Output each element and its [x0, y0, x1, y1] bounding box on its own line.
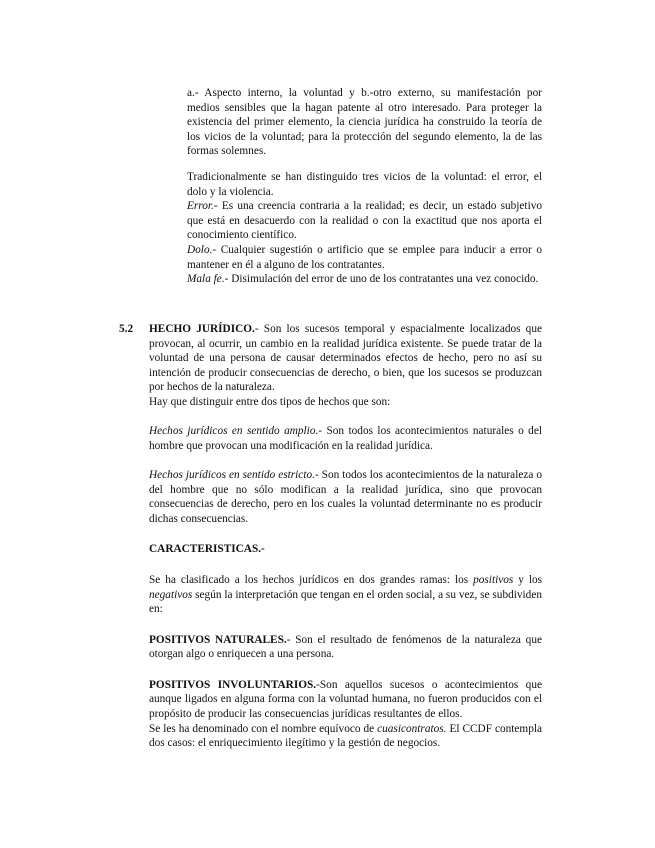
- aspects-paragraph: a.- Aspecto interno, la voluntad y b.-otro externo, su manifestación por medios sensibles que la hagan patente al otro interesado. Para proteger la existencia del primer elemento, la ciencia jurídica ha construido la teoría de los vicios de la voluntad; para la protección del segundo elemento, la de las formas solemnes.: [187, 87, 542, 158]
- pos-inv-term: POSITIVOS INVOLUNTARIOS.: [149, 678, 317, 691]
- section-intro: [149, 322, 542, 395]
- amplio-term: Hechos jurídicos en sentido amplio.: [149, 425, 319, 438]
- cuasi-text-b: El CCDF contempla dos casos: el enriquecimiento ilegítimo y la gestión de negocios.: [149, 722, 542, 750]
- clasif-negativos: negativos: [149, 588, 193, 601]
- clasif-text-c: según la interpretación que tengan en el orden social, a su vez, se subdividen en:: [149, 588, 542, 616]
- vicios-block: [187, 170, 542, 287]
- estricto-term: Hechos jurídicos en sentido estricto.: [149, 468, 315, 481]
- pos-nat-term: POSITIVOS NATURALES.: [149, 633, 287, 646]
- mala-fe-text: - Disimulación del error de uno de los contratantes una vez conocido.: [224, 273, 539, 286]
- dolo-term: Dolo.: [187, 243, 213, 256]
- section-title: HECHO JURÍDICO.: [149, 323, 255, 335]
- error-definition: [187, 199, 542, 243]
- caracteristicas-heading-text: CARACTERISTICAS.-: [149, 543, 265, 556]
- vicios-intro: Tradicionalmente se han distinguido tres vicios de la voluntad: el error, el dolo y la violencia.: [187, 171, 542, 198]
- aspects-block: [187, 86, 542, 159]
- estricto-definition: [149, 468, 542, 526]
- section-body: [149, 322, 542, 751]
- positivos-naturales: [149, 633, 542, 662]
- amplio-text: - Son todos los acontecimientos naturales o del hombre que provocan una modificación en la realidad jurídica.: [149, 425, 542, 452]
- cuasi-text-a: Se les ha denominado con el nombre equívoco de: [149, 722, 378, 735]
- clasificacion-paragraph: [149, 573, 542, 617]
- clasif-text-a: Se ha clasificado a los hechos jurídicos en dos grandes ramas: los: [149, 573, 474, 586]
- cuasi-term: cuasicontratos.: [377, 722, 447, 735]
- clasif-text-b: y los: [513, 573, 543, 586]
- caracteristicas-heading: [149, 542, 542, 557]
- section-number: 5.2: [119, 323, 134, 335]
- dolo-text: - Cualquier sugestión o artificio que se emplee para inducir a error o mantener en él a alguno de los contratantes.: [187, 243, 542, 271]
- types-intro: Hay que distinguir entre dos tipos de hechos que son:: [149, 395, 391, 408]
- positivos-involuntarios: [149, 678, 542, 722]
- pos-nat-text: - Son el resultado de fenómenos de la naturaleza que otorgan algo o enriquecen a una persona.: [149, 633, 542, 661]
- error-text: - Es una creencia contraria a la realidad; es decir, un estado subjetivo que está en desacuerdo con la realidad o con la exactitud que nos aporta el conocimiento científico.: [187, 200, 542, 242]
- cuasicontratos-paragraph: [149, 722, 542, 751]
- estricto-text: - Son todos los acontecimientos de la naturaleza o del hombre que no sólo modifican a la realidad jurídica, sino que provocan consecuencias de derecho, pero en los cuales la voluntad determinante no es producir dichas consecuencias.: [149, 468, 543, 525]
- pos-inv-text: -Son aquellos sucesos o acontecimientos que aunque ligados en alguna forma con la voluntad humana, no fueron producidos con el propósito de producir las consecuencias jurídicas resultantes de ellos.: [149, 678, 542, 721]
- mala-fe-term: Mala fe.: [187, 273, 225, 286]
- amplio-definition: [149, 424, 542, 453]
- clasif-positivos: positivos: [473, 573, 514, 586]
- mala-fe-definition: [187, 272, 542, 287]
- section-intro-text: - Son los sucesos temporal y espacialmente localizados que provocan, al ocurrir, un cambio en la realidad jurídica existente. Se puede tratar de la voluntad de una persona de causar determinados efectos de hecho, pero no así su intención de producir consecuencias de derecho, o bien, que los sucesos se produzcan por hechos de la naturaleza.: [149, 323, 542, 394]
- error-term: Error.: [187, 200, 214, 213]
- dolo-definition: [187, 243, 542, 272]
